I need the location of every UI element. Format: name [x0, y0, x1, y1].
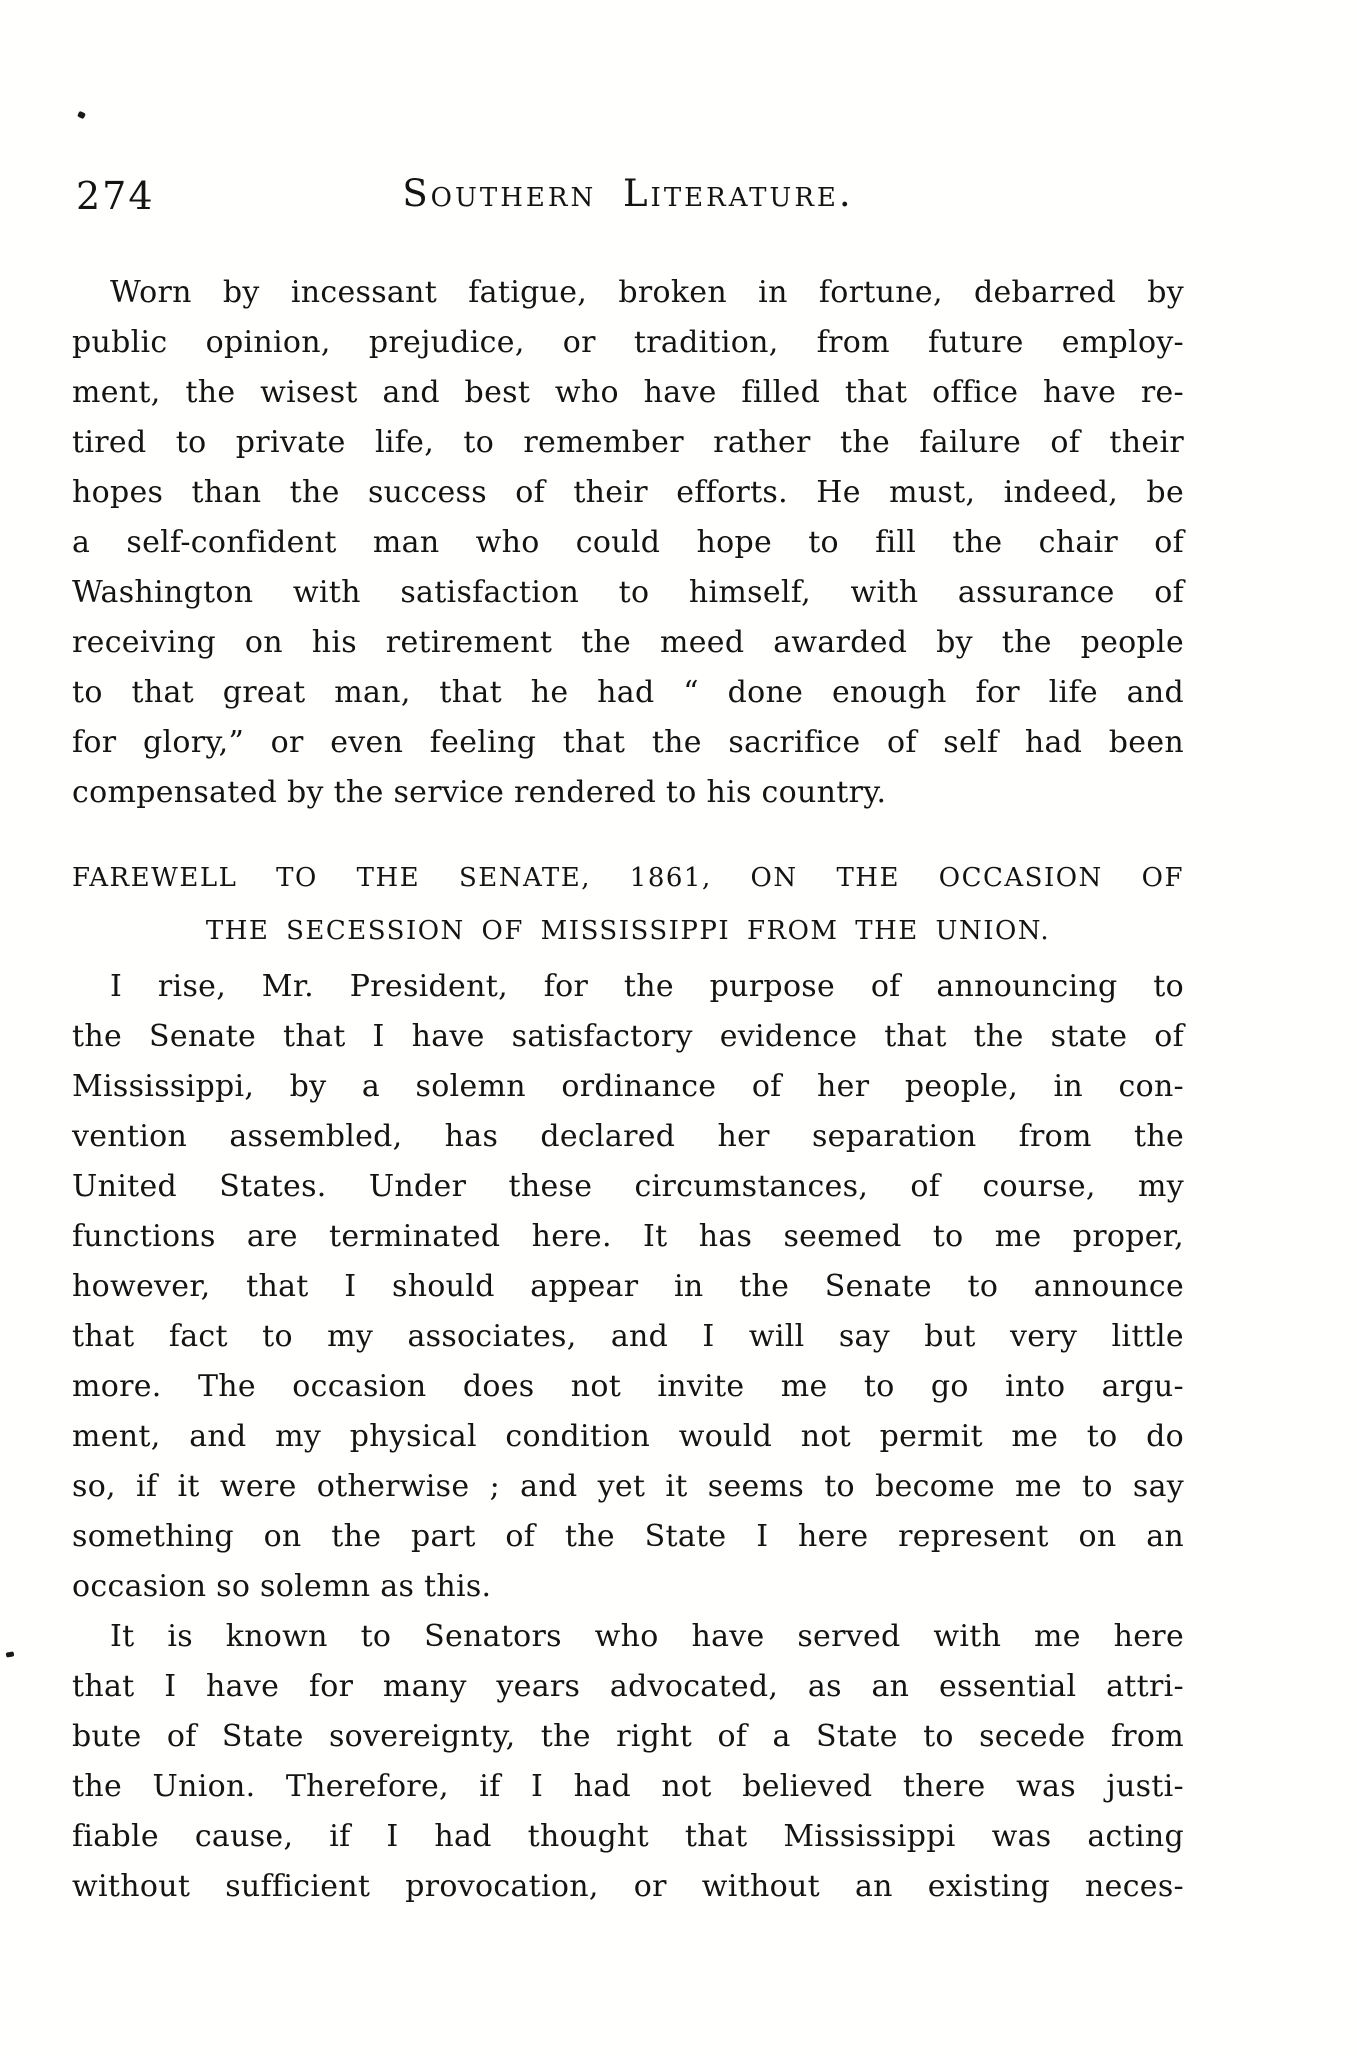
text-line: hopes than the success of their efforts. He must, indeed, be [72, 475, 1184, 510]
text-line: however, that I should appear in the Senate to announce [72, 1269, 1184, 1304]
text-line: a self-confident man who could hope to fill the chair of [72, 525, 1184, 560]
section-heading-line: FAREWELL TO THE SENATE, 1861, ON THE OCCASION OF [72, 863, 1184, 893]
text-block [72, 268, 1184, 1912]
paragraph-1 [72, 268, 1184, 818]
text-line: United States. Under these circumstances, of course, my [72, 1169, 1184, 1204]
text-line: more. The occasion does not invite me to go into argu- [72, 1369, 1184, 1404]
section-heading [72, 852, 1184, 958]
text-line: occasion so solemn as this. [72, 1569, 492, 1604]
text-line: for glory,” or even feeling that the sacrifice of self had been [72, 725, 1184, 760]
text-line: public opinion, prejudice, or tradition, from future employ- [72, 325, 1184, 360]
text-line: fiable cause, if I had thought that Mississippi was acting [72, 1819, 1184, 1854]
text-line: compensated by the service rendered to his country. [72, 775, 887, 810]
paragraph-3 [72, 1612, 1184, 1912]
text-line: that fact to my associates, and I will say but very little [72, 1319, 1184, 1354]
scan-speck [6, 1651, 15, 1657]
text-line: something on the part of the State I here represent on an [72, 1519, 1184, 1554]
text-line: the Union. Therefore, if I had not believed there was justi- [72, 1769, 1184, 1804]
text-line: so, if it were otherwise ; and yet it seems to become me to say [72, 1469, 1184, 1504]
text-line: receiving on his retirement the meed awarded by the people [72, 625, 1184, 660]
text-line: It is known to Senators who have served with me here [110, 1619, 1184, 1654]
text-line: ment, the wisest and best who have filled that office have re- [72, 375, 1184, 410]
page-number: 274 [76, 174, 155, 218]
text-line: bute of State sovereignty, the right of a State to secede from [72, 1719, 1184, 1754]
text-line: tired to private life, to remember rather the failure of their [72, 425, 1184, 460]
text-line: ment, and my physical condition would not permit me to do [72, 1419, 1184, 1454]
text-line: functions are terminated here. It has seemed to me proper, [72, 1219, 1184, 1254]
text-line: the Senate that I have satisfactory evidence that the state of [72, 1019, 1184, 1054]
running-head [72, 172, 1184, 220]
scan-speck [77, 111, 86, 119]
text-line: to that great man, that he had “ done enough for life and [72, 675, 1184, 710]
paragraph-2 [72, 962, 1184, 1612]
text-line: that I have for many years advocated, as an essential attri- [72, 1669, 1184, 1704]
text-line: without sufficient provocation, or without an existing neces- [72, 1869, 1184, 1904]
text-line: vention assembled, has declared her separation from the [72, 1119, 1184, 1154]
text-line: Mississippi, by a solemn ordinance of her people, in con- [72, 1069, 1184, 1104]
text-line: Washington with satisfaction to himself, with assurance of [72, 575, 1184, 610]
running-title: Southern Literature. [402, 172, 854, 215]
text-line: I rise, Mr. President, for the purpose of announcing to [110, 969, 1184, 1004]
text-line: Worn by incessant fatigue, broken in fortune, debarred by [110, 275, 1184, 310]
section-heading-line: THE SECESSION OF MISSISSIPPI FROM THE UNION. [205, 916, 1051, 946]
